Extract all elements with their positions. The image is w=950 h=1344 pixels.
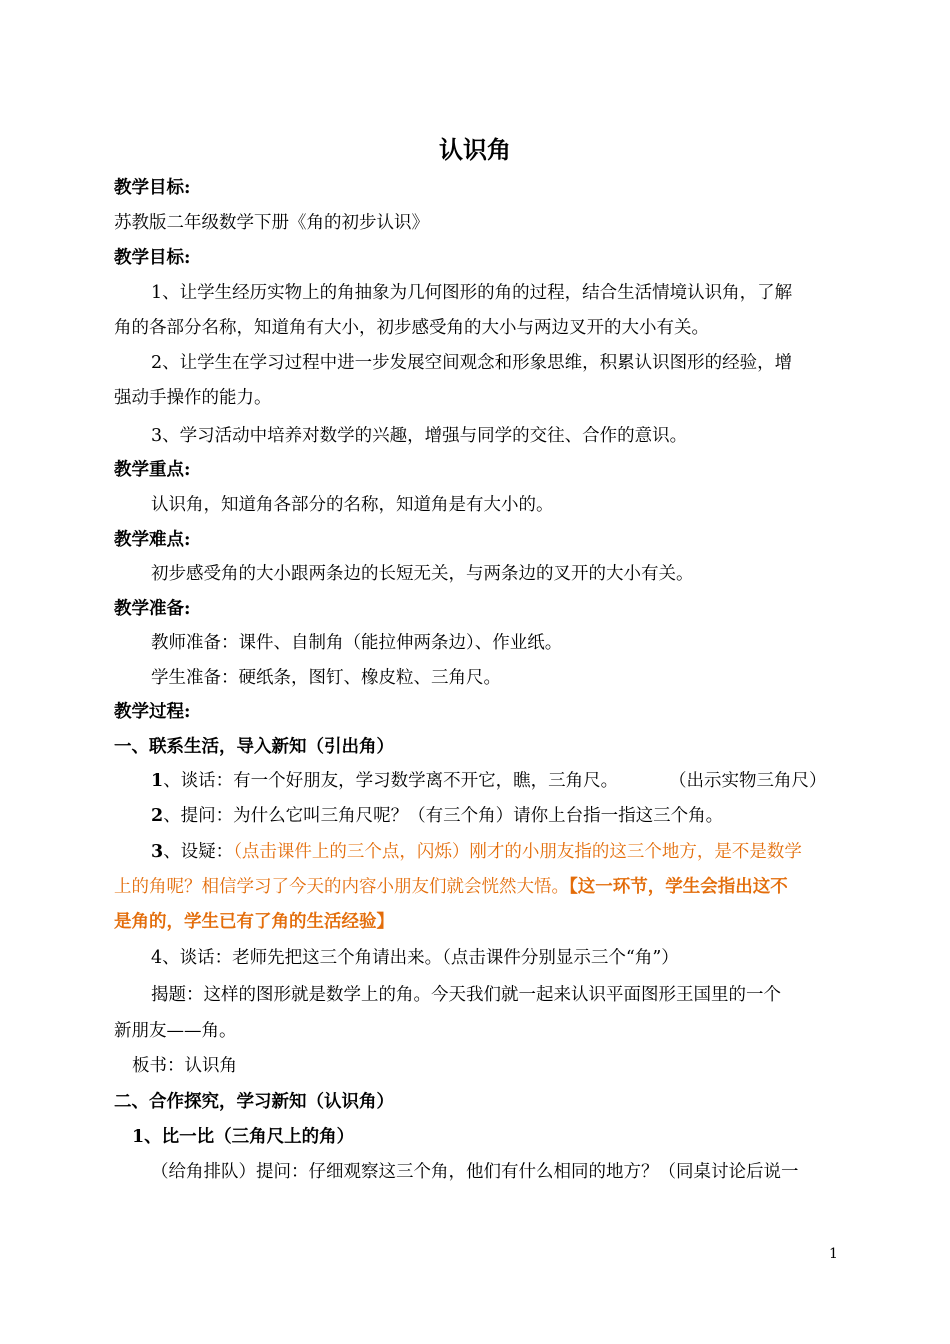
step-number: 1 xyxy=(151,771,164,791)
step-1-4: 4、谈话：老师先把这三个角请出来。（点击课件分别显示三个“角”） xyxy=(151,948,679,968)
step-text: 、谈话：有一个好朋友，学习数学离不开它，瞧，三角尺。 xyxy=(163,771,619,791)
section-1-heading: 一、联系生活，导入新知（引出角） xyxy=(114,737,394,757)
page-number: 1 xyxy=(829,1246,838,1262)
step-1-3-line-3: 是角的，学生已有了角的生活经验】 xyxy=(114,912,394,932)
step-1-1 xyxy=(151,769,618,793)
goal-2-line-2: 强动手操作的能力。 xyxy=(114,388,272,408)
step-2-1-heading: 1、比一比（三角尺上的角） xyxy=(132,1127,355,1147)
heading-teaching-goal: 教学目标: xyxy=(114,178,191,198)
step-number: 2 xyxy=(151,806,164,826)
difficulty-text: 初步感受角的大小跟两条边的长短无关，与两条边的叉开的大小有关。 xyxy=(151,564,694,584)
goal-1-line-1: 1、让学生经历实物上的角抽象为几何图形的角的过程，结合生活情境认识角，了解 xyxy=(151,283,793,303)
board-writing: 板书：认识角 xyxy=(132,1056,237,1076)
key-point-text: 认识角，知道角各部分的名称，知道角是有大小的。 xyxy=(151,495,554,515)
goal-2-line-1: 2、让学生在学习过程中进一步发展空间观念和形象思维，积累认识图形的经验，增 xyxy=(151,353,793,373)
step-1-1-note: （出示实物三角尺） xyxy=(669,771,827,791)
reveal-topic-line-1: 揭题：这样的图形就是数学上的角。今天我们就一起来认识平面图形王国里的一个 xyxy=(151,985,781,1005)
reveal-topic-line-2: 新朋友——角。 xyxy=(114,1021,237,1041)
step-1-3-line-1 xyxy=(151,840,802,864)
page-title: 认识角 xyxy=(439,135,511,164)
heading-difficulty: 教学难点: xyxy=(114,530,191,550)
heading-process: 教学过程: xyxy=(114,702,191,722)
step-text: 、提问：为什么它叫三角尺呢？（有三个角）请你上台指一指这三个角。 xyxy=(163,806,724,826)
student-preparation: 学生准备：硬纸条，图钉、橡皮粒、三角尺。 xyxy=(151,668,501,688)
section-2-heading: 二、合作探究，学习新知（认识角） xyxy=(114,1092,394,1112)
highlighted-text: 上的角呢？相信学习了今天的内容小朋友们就会恍然大悟。 xyxy=(114,877,569,897)
goal-1-line-2: 角的各部分名称，知道角有大小，初步感受角的大小与两边叉开的大小有关。 xyxy=(114,318,709,338)
step-2-1-text: （给角排队）提问：仔细观察这三个角，他们有什么相同的地方？（同桌讨论后说一 xyxy=(151,1162,799,1182)
heading-key-point: 教学重点: xyxy=(114,460,191,480)
highlighted-note: 【这一环节，学生会指出这不 xyxy=(569,877,788,897)
heading-teaching-goal-2: 教学目标: xyxy=(114,248,191,268)
highlighted-text: （点击课件上的三个点，闪烁）刚才的小朋友指的这三个地方，是不是数学 xyxy=(233,842,802,862)
textbook-source: 苏教版二年级数学下册《角的初步认识》 xyxy=(114,213,429,233)
step-1-2 xyxy=(151,804,723,828)
step-1-3-line-2 xyxy=(114,875,788,899)
teacher-preparation: 教师准备：课件、自制角（能拉伸两条边）、作业纸。 xyxy=(151,633,563,653)
goal-3: 3、学习活动中培养对数学的兴趣，增强与同学的交往、合作的意识。 xyxy=(151,426,688,446)
step-label: 、设疑： xyxy=(163,842,234,862)
step-number: 3 xyxy=(151,842,164,862)
heading-preparation: 教学准备: xyxy=(114,599,191,619)
